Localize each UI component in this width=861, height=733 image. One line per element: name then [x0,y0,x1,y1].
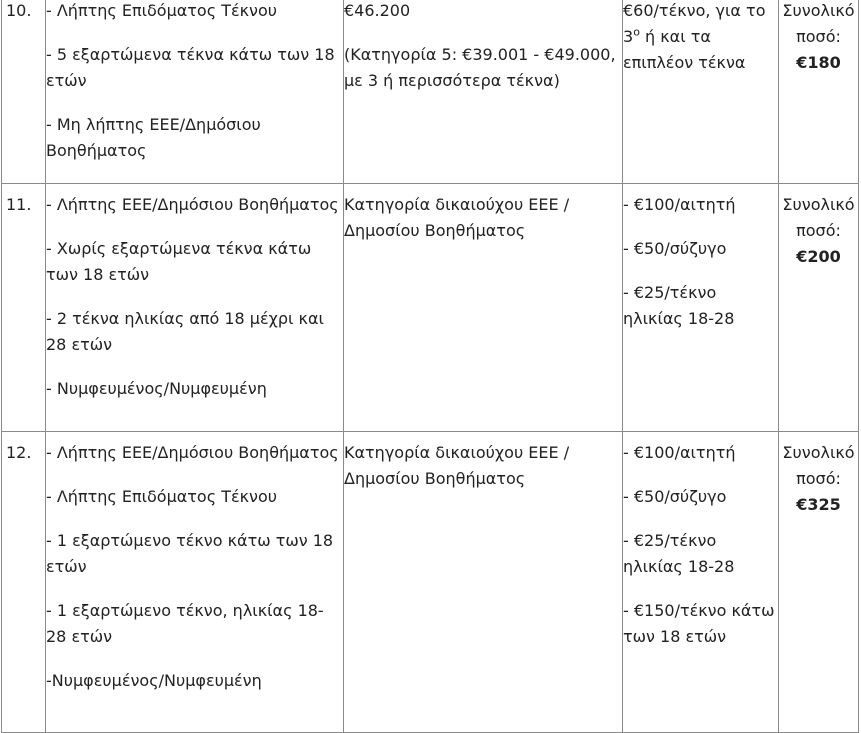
total-label: Συνολικό ποσό: [782,443,855,488]
income-cell [344,0,623,184]
total-cell [779,184,859,432]
row-number: 10. [6,1,32,20]
condition-item: - Λήπτης Επιδόματος Τέκνου [46,487,278,506]
amounts-cell [623,432,779,733]
income-category: (Κατηγορία 5: €39.001 - €49.000, με 3 ή περισσότερα τέκνα) [344,45,616,90]
amount-item: - €50/σύζυγο [623,239,727,258]
amount-item: - €50/σύζυγο [623,487,727,506]
income-category: Κατηγορία δικαιούχου ΕΕΕ / Δημοσίου Βοηθήματος [344,443,570,488]
amount-item: - €100/αιτητή [623,443,736,462]
total-value: €180 [796,53,841,72]
condition-item: - Μη λήπτης ΕΕΕ/Δημόσιου Βοηθήματος [46,115,261,160]
total-cell [779,0,859,184]
row-number-cell [2,0,46,184]
amounts-cell [623,0,779,184]
table-row [2,0,859,184]
total-cell [779,432,859,733]
row-number: 12. [6,443,32,462]
condition-item: - 1 εξαρτώμενο τέκνο κάτω των 18 ετών [46,531,334,576]
amount-item [623,0,776,76]
total-value: €325 [796,495,841,514]
condition-item: - Χωρίς εξαρτώμενα τέκνα κάτω των 18 ετών [46,239,312,284]
income-amount: €46.200 [344,1,411,20]
condition-item: - Νυμφευμένος/Νυμφευμένη [46,379,267,398]
condition-item: - Λήπτης ΕΕΕ/Δημόσιου Βοηθήματος [46,195,339,214]
amount-text-pre: €60/τέκνο, για το 3 [623,1,766,46]
income-category: Κατηγορία δικαιούχου ΕΕΕ / Δημοσίου Βοηθήματος [344,195,570,240]
amount-item: - €25/τέκνο ηλικίας 18-28 [623,531,735,576]
benefits-table [1,0,859,733]
amount-item: - €150/τέκνο κάτω των 18 ετών [623,601,775,646]
income-cell [344,184,623,432]
condition-item: -Νυμφευμένος/Νυμφευμένη [46,671,262,690]
income-cell [344,432,623,733]
condition-item: - Λήπτης Επιδόματος Τέκνου [46,1,278,20]
conditions-cell [46,432,344,733]
amount-text-post: ή και τα επιπλέον τέκνα [623,27,746,72]
total-label: Συνολικό ποσό: [782,1,855,46]
table-row [2,432,859,733]
amount-item: - €25/τέκνο ηλικίας 18-28 [623,283,735,328]
row-number: 11. [6,195,32,214]
conditions-cell [46,0,344,184]
total-label: Συνολικό ποσό: [782,195,855,240]
table-row [2,184,859,432]
amount-item: - €100/αιτητή [623,195,736,214]
row-number-cell [2,184,46,432]
total-value: €200 [796,247,841,266]
condition-item: - 1 εξαρτώμενο τέκνο, ηλικίας 18-28 ετών [46,601,324,646]
row-number-cell [2,432,46,733]
condition-item: - 5 εξαρτώμενα τέκνα κάτω των 18 ετών [46,45,335,90]
condition-item: - Λήπτης ΕΕΕ/Δημόσιου Βοηθήματος [46,443,339,462]
condition-item: - 2 τέκνα ηλικίας από 18 μέχρι και 28 ετών [46,309,324,354]
amounts-cell [623,184,779,432]
amount-ordinal: ο [633,25,640,39]
conditions-cell [46,184,344,432]
